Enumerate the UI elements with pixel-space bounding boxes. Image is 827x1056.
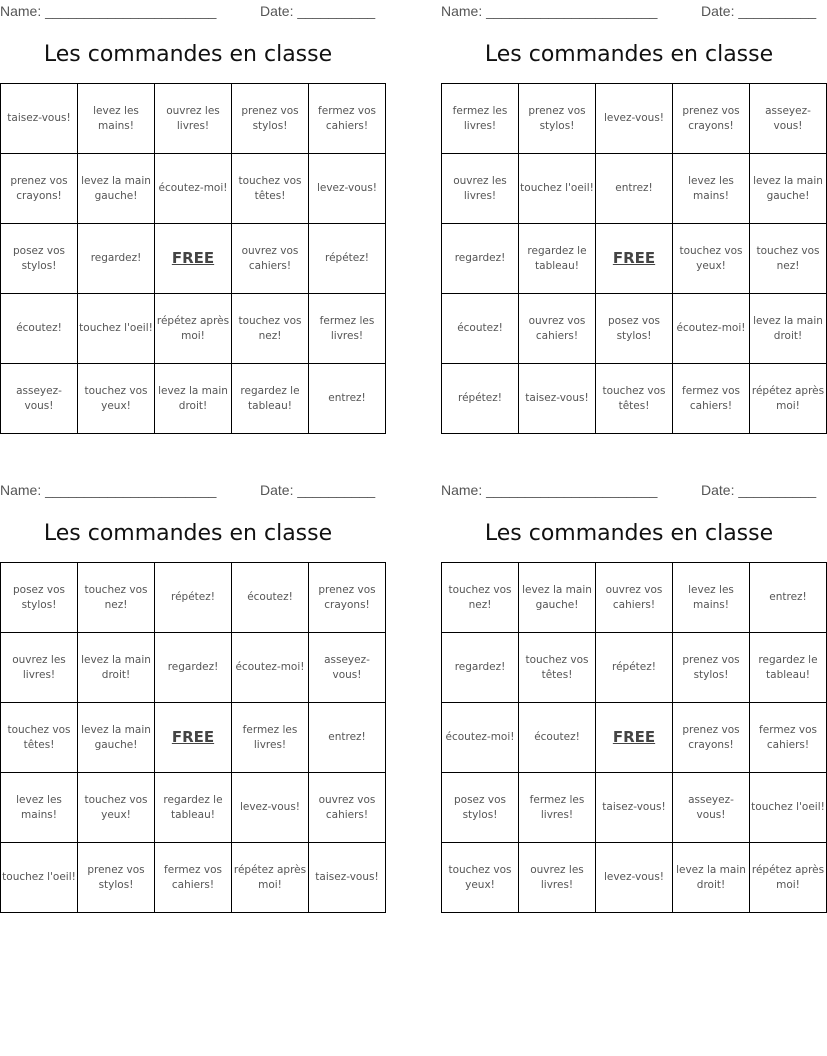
grid-cell: fermez les livres! (442, 84, 519, 154)
grid-cell: écoutez! (1, 294, 78, 364)
grid-cell: écoutez-moi! (673, 294, 750, 364)
grid-cell: fermez les livres! (232, 703, 309, 773)
name-line: Name: ______________________ (441, 482, 658, 498)
bingo-grid (441, 562, 827, 913)
card-title: Les commandes en classe (43, 521, 333, 546)
grid-cell: répétez après moi! (750, 843, 827, 913)
grid-cell: levez la main droit! (673, 843, 750, 913)
grid-cell: asseyez-vous! (1, 364, 78, 434)
grid-cell: prenez vos crayons! (1, 154, 78, 224)
grid-cell: ouvrez les livres! (442, 154, 519, 224)
grid-cell: écoutez-moi! (442, 703, 519, 773)
grid-cell: écoutez-moi! (155, 154, 232, 224)
grid-cell: prenez vos stylos! (232, 84, 309, 154)
grid-cell: touchez l'oeil! (78, 294, 155, 364)
grid-cell: touchez vos têtes! (596, 364, 673, 434)
grid-cell: répétez après moi! (155, 294, 232, 364)
name-line: Name: ______________________ (0, 482, 217, 498)
grid-cell: levez les mains! (673, 154, 750, 224)
grid-row (442, 703, 827, 773)
grid-cell: regardez le tableau! (232, 364, 309, 434)
grid-cell: taisez-vous! (1, 84, 78, 154)
grid-cell: touchez vos yeux! (673, 224, 750, 294)
grid-cell: taisez-vous! (596, 773, 673, 843)
grid-cell: fermez vos cahiers! (309, 84, 386, 154)
grid-cell: ouvrez vos cahiers! (232, 224, 309, 294)
grid-cell: regardez! (442, 224, 519, 294)
grid-cell: prenez vos crayons! (309, 563, 386, 633)
free-space-cell: FREE (155, 224, 232, 294)
grid-cell: entrez! (309, 364, 386, 434)
grid-cell: entrez! (750, 563, 827, 633)
grid-cell: levez la main droit! (78, 633, 155, 703)
grid-row (1, 224, 386, 294)
bingo-grid (0, 83, 386, 434)
grid-cell: ouvrez les livres! (1, 633, 78, 703)
grid-cell: asseyez-vous! (673, 773, 750, 843)
grid-cell: regardez le tableau! (519, 224, 596, 294)
grid-cell: regardez! (78, 224, 155, 294)
grid-row (1, 563, 386, 633)
grid-cell: regardez! (155, 633, 232, 703)
date-line: Date: __________ (701, 3, 817, 19)
grid-row (1, 773, 386, 843)
grid-cell: entrez! (596, 154, 673, 224)
grid-cell: fermez vos cahiers! (155, 843, 232, 913)
grid-cell: touchez vos têtes! (232, 154, 309, 224)
grid-cell: touchez vos nez! (442, 563, 519, 633)
grid-cell: levez les mains! (1, 773, 78, 843)
bingo-grid (441, 83, 827, 434)
grid-cell: répétez! (155, 563, 232, 633)
grid-cell: levez les mains! (78, 84, 155, 154)
grid-row (442, 633, 827, 703)
grid-cell: touchez vos nez! (750, 224, 827, 294)
grid-row (442, 154, 827, 224)
grid-cell: fermez vos cahiers! (750, 703, 827, 773)
grid-cell: asseyez-vous! (750, 84, 827, 154)
grid-cell: levez-vous! (309, 154, 386, 224)
grid-cell: levez-vous! (596, 84, 673, 154)
grid-row (1, 364, 386, 434)
grid-cell: touchez vos yeux! (442, 843, 519, 913)
grid-cell: prenez vos stylos! (519, 84, 596, 154)
grid-cell: ouvrez vos cahiers! (519, 294, 596, 364)
grid-cell: levez la main gauche! (78, 154, 155, 224)
grid-cell: posez vos stylos! (596, 294, 673, 364)
grid-row (1, 154, 386, 224)
grid-row (442, 224, 827, 294)
grid-row (442, 364, 827, 434)
grid-cell: levez les mains! (673, 563, 750, 633)
grid-cell: taisez-vous! (519, 364, 596, 434)
grid-cell: regardez! (442, 633, 519, 703)
grid-cell: touchez vos nez! (232, 294, 309, 364)
grid-cell: touchez l'oeil! (750, 773, 827, 843)
card-title: Les commandes en classe (484, 42, 774, 67)
grid-cell: ouvrez vos cahiers! (309, 773, 386, 843)
date-line: Date: __________ (260, 482, 376, 498)
card-title: Les commandes en classe (43, 42, 333, 67)
grid-cell: levez-vous! (232, 773, 309, 843)
grid-cell: fermez les livres! (309, 294, 386, 364)
name-line: Name: ______________________ (0, 3, 217, 19)
grid-cell: ouvrez vos cahiers! (596, 563, 673, 633)
grid-cell: taisez-vous! (309, 843, 386, 913)
grid-cell: levez la main gauche! (78, 703, 155, 773)
grid-cell: écoutez! (442, 294, 519, 364)
grid-cell: fermez vos cahiers! (673, 364, 750, 434)
grid-cell: écoutez! (232, 563, 309, 633)
grid-cell: entrez! (309, 703, 386, 773)
date-line: Date: __________ (701, 482, 817, 498)
grid-row (442, 84, 827, 154)
grid-cell: ouvrez les livres! (155, 84, 232, 154)
grid-row (1, 633, 386, 703)
grid-cell: écoutez! (519, 703, 596, 773)
grid-cell: répétez! (309, 224, 386, 294)
grid-cell: levez la main droit! (155, 364, 232, 434)
grid-cell: répétez après moi! (750, 364, 827, 434)
grid-cell: posez vos stylos! (1, 563, 78, 633)
grid-row (1, 843, 386, 913)
name-line: Name: ______________________ (441, 3, 658, 19)
grid-cell: touchez vos têtes! (1, 703, 78, 773)
grid-cell: prenez vos stylos! (78, 843, 155, 913)
grid-cell: posez vos stylos! (1, 224, 78, 294)
grid-cell: prenez vos stylos! (673, 633, 750, 703)
free-space-cell: FREE (596, 703, 673, 773)
grid-cell: asseyez-vous! (309, 633, 386, 703)
grid-cell: touchez vos nez! (78, 563, 155, 633)
card-title: Les commandes en classe (484, 521, 774, 546)
grid-row (442, 563, 827, 633)
grid-cell: regardez le tableau! (155, 773, 232, 843)
free-space-cell: FREE (155, 703, 232, 773)
grid-cell: levez-vous! (596, 843, 673, 913)
grid-cell: touchez vos têtes! (519, 633, 596, 703)
grid-cell: levez la main gauche! (750, 154, 827, 224)
grid-cell: répétez après moi! (232, 843, 309, 913)
grid-cell: touchez l'oeil! (1, 843, 78, 913)
grid-cell: touchez vos yeux! (78, 773, 155, 843)
grid-row (1, 294, 386, 364)
grid-cell: prenez vos crayons! (673, 84, 750, 154)
grid-cell: fermez les livres! (519, 773, 596, 843)
grid-cell: regardez le tableau! (750, 633, 827, 703)
grid-row (442, 773, 827, 843)
grid-cell: prenez vos crayons! (673, 703, 750, 773)
grid-cell: répétez! (442, 364, 519, 434)
grid-cell: répétez! (596, 633, 673, 703)
grid-cell: écoutez-moi! (232, 633, 309, 703)
grid-cell: levez la main droit! (750, 294, 827, 364)
grid-row (1, 703, 386, 773)
grid-cell: posez vos stylos! (442, 773, 519, 843)
grid-cell: touchez vos yeux! (78, 364, 155, 434)
grid-cell: ouvrez les livres! (519, 843, 596, 913)
grid-cell: touchez l'oeil! (519, 154, 596, 224)
grid-row (442, 843, 827, 913)
grid-row (442, 294, 827, 364)
grid-row (1, 84, 386, 154)
date-line: Date: __________ (260, 3, 376, 19)
grid-cell: levez la main gauche! (519, 563, 596, 633)
bingo-grid (0, 562, 386, 913)
free-space-cell: FREE (596, 224, 673, 294)
